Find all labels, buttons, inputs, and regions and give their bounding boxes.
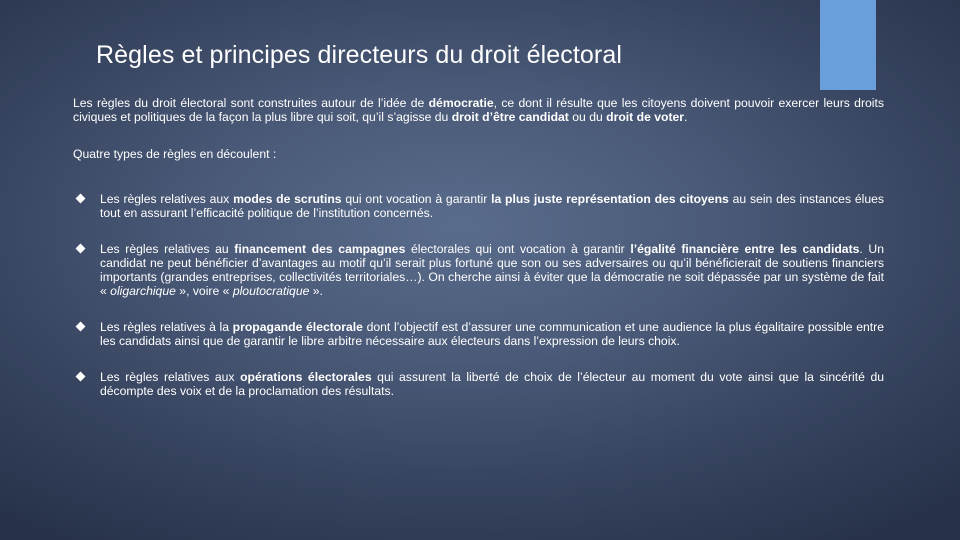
accent-bar <box>820 0 876 90</box>
intro-emphasis-democratie: démocratie <box>428 96 494 110</box>
slide-title: Règles et principes directeurs du droit électoral <box>96 41 622 69</box>
list-item <box>73 192 884 220</box>
slide-content <box>73 96 884 398</box>
list-item <box>73 320 884 348</box>
list-item <box>73 370 884 398</box>
intro-emphasis-voter: droit de voter <box>606 110 685 124</box>
diamond-bullet-icon <box>76 372 86 382</box>
item-text: Les règles relatives aux <box>100 370 241 384</box>
item-emphasis: opérations électorales <box>240 370 372 384</box>
item-text: Les règles relatives à la <box>100 320 233 334</box>
intro-text: Les règles du droit électoral sont construites autour de l’idée de <box>73 96 429 110</box>
item-text: qui assurent la liberté de choix de l’électeur au moment du vote ainsi que la sincérité du décompte des voix et de la proclamation des résultats. <box>100 370 885 398</box>
item-text: électorales qui ont vocation à garantir <box>405 242 631 256</box>
item-emphasis: financement des campagnes <box>234 242 406 256</box>
item-italic: ploutocratique <box>232 284 310 298</box>
diamond-bullet-icon <box>76 194 86 204</box>
intro-text: . <box>684 110 688 124</box>
item-emphasis: modes de scrutins <box>233 192 342 206</box>
item-text: ». <box>309 284 323 298</box>
intro-text: , ce dont il résulte que les citoyens doivent pouvoir exercer leurs droits civiques et politiques de la façon la plus libre qui soit, qu’il s’agisse du <box>73 96 884 124</box>
item-italic: oligarchique <box>110 284 176 298</box>
item-emphasis: la plus juste représentation des citoyens <box>491 192 729 206</box>
rules-list <box>73 192 884 398</box>
diamond-bullet-icon <box>76 244 86 254</box>
item-text: . Un candidat ne peut bénéficier d’avantages au motif qu’il serait plus fortuné que son ou ses adversaires ou qu’il bénéficierait de soutiens financiers importants (grandes entreprises, collectivités territoriales…). On cherche ainsi à éviter que la démocratie ne soit dépassée par un système de fait « <box>100 242 885 298</box>
diamond-bullet-icon <box>76 322 86 332</box>
item-text: qui ont vocation à garantir <box>341 192 492 206</box>
item-text: dont l’objectif est d’assurer une communication et une audience la plus égalitaire possible entre les candidats ainsi que de garantir le libre arbitre nécessaire aux électeurs dans l’expression de leurs choix. <box>100 320 884 348</box>
intro-text: ou du <box>568 110 607 124</box>
item-emphasis: l’égalité financière entre les candidats <box>630 242 860 256</box>
lead-sentence: Quatre types de règles en découlent : <box>73 147 277 161</box>
list-item <box>73 242 884 298</box>
intro-emphasis-candidat: droit d’être candidat <box>451 110 569 124</box>
item-text: Les règles relatives aux <box>100 192 234 206</box>
item-text: au sein des instances élues tout en assurant l’efficacité politique de l’institution concernés. <box>100 192 884 220</box>
item-text: », voire « <box>175 284 233 298</box>
item-text: Les règles relatives au <box>100 242 235 256</box>
intro-paragraph <box>73 96 884 124</box>
item-emphasis: propagande électorale <box>232 320 363 334</box>
